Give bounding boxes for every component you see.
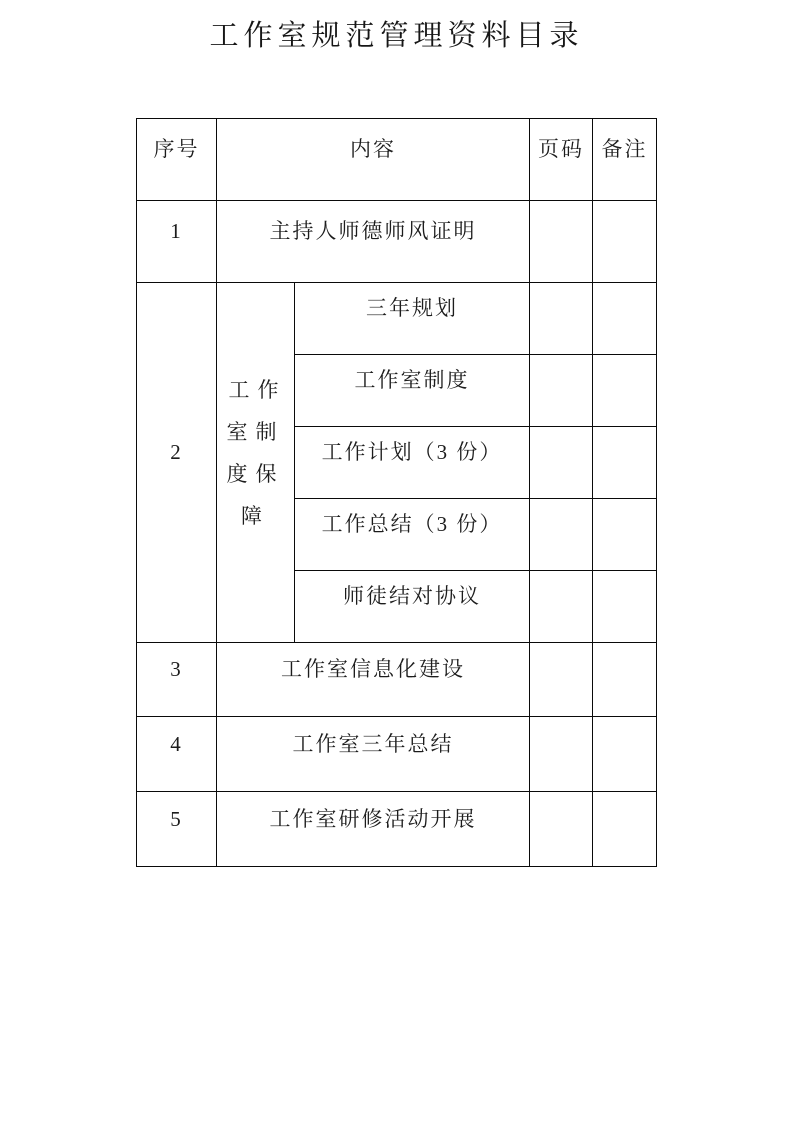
table-row-2-sub-1 — [137, 283, 657, 355]
row-index: 1 — [137, 201, 217, 283]
group-label: 工作室制度保障 — [226, 377, 287, 528]
directory-table — [136, 118, 657, 867]
note-cell — [593, 643, 657, 717]
table-row-5 — [137, 792, 657, 867]
header-index: 序号 — [137, 119, 217, 201]
page-cell — [530, 643, 593, 717]
note-cell — [593, 283, 657, 355]
row-content: 主持人师德师风证明 — [217, 201, 530, 283]
sub-item-content: 工作总结（3 份） — [295, 499, 530, 571]
page-cell — [530, 717, 593, 792]
row-content: 工作室三年总结 — [217, 717, 530, 792]
row-index: 5 — [137, 792, 217, 867]
header-content: 内容 — [217, 119, 530, 201]
page-cell — [530, 427, 593, 499]
note-cell — [593, 792, 657, 867]
row-index: 3 — [137, 643, 217, 717]
table-row-3 — [137, 643, 657, 717]
note-cell — [593, 427, 657, 499]
row-index: 4 — [137, 717, 217, 792]
row-content: 工作室信息化建设 — [217, 643, 530, 717]
page-cell — [530, 792, 593, 867]
header-page: 页码 — [530, 119, 593, 201]
table-row-1 — [137, 201, 657, 283]
document-title: 工作室规范管理资料目录 — [209, 20, 584, 52]
row-content: 工作室研修活动开展 — [217, 792, 530, 867]
note-cell — [593, 717, 657, 792]
page-cell — [530, 201, 593, 283]
sub-item-content: 工作室制度 — [295, 355, 530, 427]
table-header-row — [137, 119, 657, 201]
sub-item-content: 三年规划 — [295, 283, 530, 355]
page-cell — [530, 355, 593, 427]
sub-item-content: 工作计划（3 份） — [295, 427, 530, 499]
page-cell — [530, 499, 593, 571]
header-note: 备注 — [593, 119, 657, 201]
note-cell — [593, 201, 657, 283]
row-index: 2 — [137, 283, 217, 643]
sub-item-content: 师徒结对协议 — [295, 571, 530, 643]
note-cell — [593, 571, 657, 643]
table-row-4 — [137, 717, 657, 792]
note-cell — [593, 355, 657, 427]
row-group-cell — [217, 283, 295, 643]
page-cell — [530, 571, 593, 643]
page-cell — [530, 283, 593, 355]
note-cell — [593, 499, 657, 571]
